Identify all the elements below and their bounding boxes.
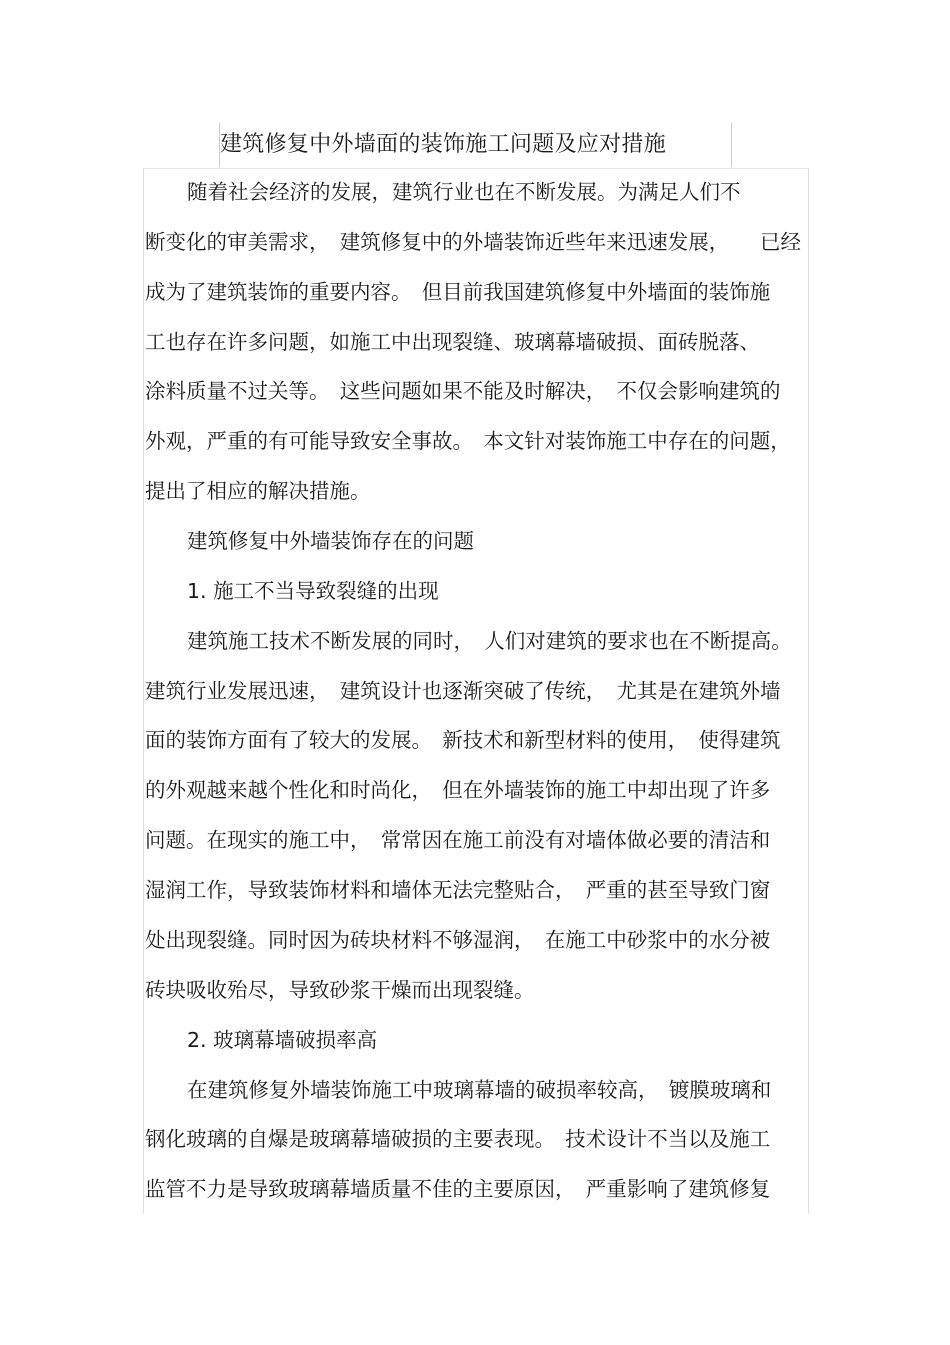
paragraph-line: 随着社会经济的发展，建筑行业也在不断发展。为满足人们不 <box>187 180 741 204</box>
paragraph-line: 建筑施工技术不断发展的同时， 人们对建筑的要求也在不断提高。 <box>187 629 792 653</box>
paragraph-line: 钢化玻璃的自爆是玻璃幕墙破损的主要表现。 技术设计不当以及施工 <box>145 1127 771 1151</box>
paragraph-line: 的外观越来越个性化和时尚化， 但在外墙装饰的施工中却出现了许多 <box>145 778 771 802</box>
paragraph-line: 断变化的审美需求， 建筑修复中的外墙装饰近些年来迅速发展， 已经 <box>145 230 801 254</box>
paragraph-line: 涂料质量不过关等。 这些问题如果不能及时解决， 不仅会影响建筑的 <box>145 379 781 403</box>
paragraph-line: 外观，严重的有可能导致安全事故。 本文针对装饰施工中存在的问题， <box>145 429 791 453</box>
document-title: 建筑修复中外墙面的装饰施工问题及应对措施 <box>220 132 667 157</box>
paragraph-line: 建筑行业发展迅速， 建筑设计也逐渐突破了传统， 尤其是在建筑外墙 <box>145 679 781 703</box>
subsection-heading: 2. 玻璃幕墙破损率高 <box>187 1028 378 1052</box>
paragraph-line: 面的装饰方面有了较大的发展。 新技术和新型材料的使用， 使得建筑 <box>145 728 781 752</box>
paragraph-line: 湿润工作，导致装饰材料和墙体无法完整贴合， 严重的甚至导致门窗 <box>145 878 771 902</box>
paragraph-line: 监管不力是导致玻璃幕墙质量不佳的主要原因， 严重影响了建筑修复 <box>145 1177 771 1201</box>
paragraph-line: 处出现裂缝。同时因为砖块材料不够湿润， 在施工中砂浆中的水分被 <box>145 928 771 952</box>
paragraph-line: 砖块吸收殆尽，导致砂浆干燥而出现裂缝。 <box>145 978 535 1002</box>
paragraph-line: 问题。在现实的施工中， 常常因在施工前没有对墙体做必要的清洁和 <box>145 828 771 852</box>
paragraph-line: 成为了建筑装饰的重要内容。 但目前我国建筑修复中外墙面的装饰施 <box>145 280 771 304</box>
paragraph-line: 提出了相应的解决措施。 <box>145 479 371 503</box>
subsection-heading: 1. 施工不当导致裂缝的出现 <box>187 579 439 603</box>
paragraph-line: 工也存在许多问题，如施工中出现裂缝、玻璃幕墙破损、面砖脱落、 <box>145 330 760 354</box>
section-heading: 建筑修复中外墙装饰存在的问题 <box>187 529 474 553</box>
paragraph-line: 在建筑修复外墙装饰施工中玻璃幕墙的破损率较高， 镀膜玻璃和 <box>187 1078 772 1102</box>
